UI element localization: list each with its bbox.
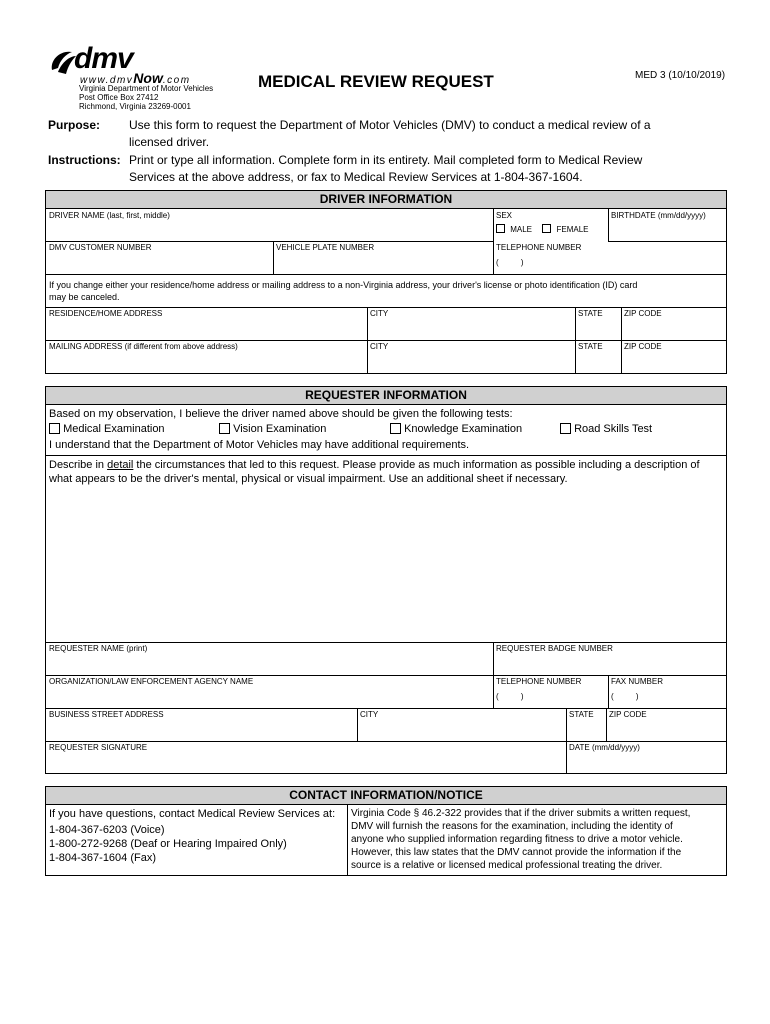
organization-label: ORGANIZATION/LAW ENFORCEMENT AGENCY NAME: [49, 677, 254, 686]
sex-label: SEX: [496, 211, 513, 220]
dmv-logo: [48, 42, 208, 86]
dmv-address: [79, 84, 249, 111]
contact-information-heading: CONTACT INFORMATION/NOTICE: [46, 787, 726, 805]
residence-zip-label: ZIP CODE: [624, 309, 662, 318]
vision-exam-label: Vision Examination: [233, 423, 327, 435]
phone-deaf: 1-800-272-9268 (Deaf or Hearing Impaired Only): [49, 838, 287, 850]
sex-field: [493, 209, 608, 241]
residence-address-field[interactable]: [46, 307, 367, 340]
female-checkbox[interactable]: [542, 224, 551, 233]
purpose-label: Purpose:: [48, 118, 101, 132]
notice-line: However, this law states that the DMV cannot provide the information if the: [351, 847, 682, 858]
phone-fax: 1-804-367-1604 (Fax): [49, 852, 157, 864]
notice-line: Virginia Code § 46.2-322 provides that if the driver submits a written request,: [351, 808, 691, 819]
mailing-city-label: CITY: [370, 342, 389, 351]
describe-post: the circumstances that led to this request. Please provide as much information as possible including a description of: [133, 459, 700, 471]
requester-telephone-label: TELEPHONE NUMBER: [496, 677, 582, 686]
describe-pre: Describe in: [49, 459, 108, 471]
road-skills-checkbox[interactable]: [560, 423, 571, 434]
badge-number-label: REQUESTER BADGE NUMBER: [496, 644, 613, 653]
requester-information-heading: REQUESTER INFORMATION: [46, 387, 726, 405]
instructions-label: Instructions:: [48, 153, 121, 167]
dmv-customer-number-label: DMV CUSTOMER NUMBER: [49, 243, 152, 252]
logo-url-now: Now: [133, 70, 163, 86]
business-state-label: STATE: [569, 710, 594, 719]
business-state-field[interactable]: [566, 708, 606, 741]
residence-city-label: CITY: [370, 309, 389, 318]
notice-line: anyone who supplied information regarding fitness to drive a motor vehicle.: [351, 834, 683, 845]
requester-signature-label: REQUESTER SIGNATURE: [49, 743, 148, 752]
male-checkbox[interactable]: [496, 224, 505, 233]
requester-information-section: [45, 386, 727, 774]
instructions-line: Services at the above address, or fax to Medical Review Services at 1-804-367-1604.: [129, 170, 583, 184]
mailing-state-label: STATE: [578, 342, 603, 351]
business-city-field[interactable]: [357, 708, 566, 741]
purpose-line: licensed driver.: [129, 135, 210, 149]
business-zip-field[interactable]: [606, 708, 726, 741]
notice-line: source is a relative or licensed medical professional treating the driver.: [351, 860, 663, 871]
vehicle-plate-label: VEHICLE PLATE NUMBER: [276, 243, 375, 252]
driver-information-section: [45, 190, 727, 374]
driver-name-label: DRIVER NAME (last, first, middle): [49, 211, 170, 220]
requester-signature-field[interactable]: [46, 741, 566, 773]
questions-text: If you have questions, contact Medical Review Services at:: [49, 808, 336, 820]
purpose-line: Use this form to request the Department of Motor Vehicles (DMV) to conduct a medical review of a: [129, 118, 651, 132]
requester-phone-area: ( ): [496, 692, 524, 701]
instructions-text: [129, 152, 729, 186]
residence-city-field[interactable]: [367, 307, 575, 340]
business-city-label: CITY: [360, 710, 379, 719]
virginia-code-notice: [351, 807, 723, 872]
describe-detail: detail: [107, 459, 134, 471]
page-title: MEDICAL REVIEW REQUEST: [258, 72, 494, 91]
describe-line: what appears to be the driver's mental, physical or visual impairment. Use an additional sheet if necessary.: [49, 473, 568, 485]
requester-telephone-field[interactable]: [493, 675, 608, 708]
vision-exam-checkbox[interactable]: [219, 423, 230, 434]
requester-name-label: REQUESTER NAME (print): [49, 644, 148, 653]
mailing-address-label: MAILING ADDRESS (if different from above address): [49, 342, 238, 351]
contact-phones: [49, 807, 344, 865]
notice-line: If you change either your residence/home address or mailing address to a non-Virginia address, your driver's license or photo identification (ID) card: [49, 280, 638, 290]
address-line: Richmond, Virginia 23269-0001: [79, 102, 191, 111]
residence-state-label: STATE: [578, 309, 603, 318]
fax-number-label: FAX NUMBER: [611, 677, 664, 686]
logo-url-suffix: .com: [162, 75, 191, 86]
driver-telephone-field[interactable]: [493, 241, 726, 274]
form-number: MED 3 (10/10/2019): [635, 70, 726, 81]
vehicle-plate-field[interactable]: [273, 241, 493, 274]
signature-date-field[interactable]: [566, 741, 726, 773]
residence-address-label: RESIDENCE/HOME ADDRESS: [49, 309, 163, 318]
notice-line: DMV will furnish the reasons for the examination, including the identity of: [351, 821, 673, 832]
male-label: MALE: [510, 225, 533, 234]
mailing-zip-field[interactable]: [621, 340, 726, 373]
road-skills-label: Road Skills Test: [574, 423, 653, 435]
business-street-label: BUSINESS STREET ADDRESS: [49, 710, 164, 719]
medical-exam-checkbox[interactable]: [49, 423, 60, 434]
address-line: Virginia Department of Motor Vehicles: [79, 84, 214, 93]
organization-field[interactable]: [46, 675, 493, 708]
mailing-city-field[interactable]: [367, 340, 575, 373]
driver-telephone-label: TELEPHONE NUMBER: [496, 243, 582, 252]
instructions-line: Print or type all information. Complete form in its entirety. Mail completed form to Medical Review: [129, 153, 643, 167]
logo-brand: dmv: [74, 42, 133, 75]
phone-voice: 1-804-367-6203 (Voice): [49, 824, 165, 836]
birthdate-field[interactable]: [608, 209, 726, 241]
signature-date-label: DATE (mm/dd/yyyy): [569, 743, 640, 752]
residence-state-field[interactable]: [575, 307, 621, 340]
mailing-state-field[interactable]: [575, 340, 621, 373]
address-change-notice: [46, 275, 726, 307]
birthdate-label: BIRTHDATE (mm/dd/yyyy): [611, 211, 706, 220]
observation-text: Based on my observation, I believe the driver named above should be given the following tests:: [49, 408, 513, 420]
driver-information-heading: DRIVER INFORMATION: [46, 191, 726, 209]
contact-information-section: [45, 786, 727, 876]
driver-phone-area: ( ): [496, 258, 524, 267]
understand-text: I understand that the Department of Motor Vehicles may have additional requirements.: [49, 439, 470, 451]
notice-line: may be canceled.: [49, 292, 120, 302]
logo-url-prefix: www.dmv: [80, 75, 134, 86]
description-field[interactable]: [46, 455, 726, 642]
purpose-text: [129, 117, 729, 151]
fax-area: ( ): [611, 692, 639, 701]
business-street-field[interactable]: [46, 708, 357, 741]
knowledge-exam-checkbox[interactable]: [390, 423, 401, 434]
mailing-zip-label: ZIP CODE: [624, 342, 662, 351]
knowledge-exam-label: Knowledge Examination: [404, 423, 523, 435]
female-label: FEMALE: [556, 225, 589, 234]
fax-number-field[interactable]: [608, 675, 726, 708]
residence-zip-field[interactable]: [621, 307, 726, 340]
business-zip-label: ZIP CODE: [609, 710, 647, 719]
address-line: Post Office Box 27412: [79, 93, 159, 102]
dmv-customer-number-field[interactable]: [46, 241, 273, 274]
driver-name-field[interactable]: [46, 209, 493, 241]
tests-block: [49, 407, 724, 452]
mailing-address-field[interactable]: [46, 340, 367, 373]
requester-name-field[interactable]: [46, 642, 493, 675]
badge-number-field[interactable]: [493, 642, 726, 675]
medical-exam-label: Medical Examination: [63, 423, 165, 435]
